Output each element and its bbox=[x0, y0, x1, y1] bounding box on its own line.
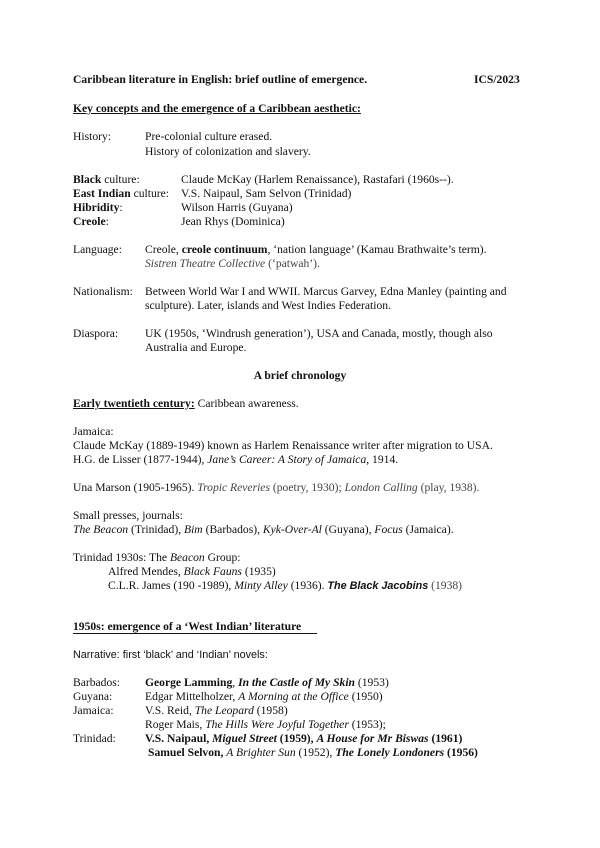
east-indian-culture-value: V.S. Naipaul, Sam Selvon (Trinidad) bbox=[181, 187, 352, 200]
language-line-1: Creole, creole continuum, ‘nation language’ (Kamau Brathwaite’s term). bbox=[145, 243, 487, 256]
creole-value: Jean Rhys (Dominica) bbox=[181, 215, 285, 228]
nationalism-line-2: sculpture). Later, islands and West Indies Federation. bbox=[145, 299, 391, 312]
mais-entry: Roger Mais, The Hills Were Joyful Together (1953); bbox=[145, 718, 386, 731]
selvon-entry: Samuel Selvon, A Brighter Sun (1952), The Lonely Londoners (1956) bbox=[148, 746, 478, 759]
mckay-line: Claude McKay (1889-1949) known as Harlem Renaissance writer after migration to USA. bbox=[73, 439, 493, 452]
document-title: Caribbean literature in English: brief outline of emergence. bbox=[73, 73, 368, 86]
hibridity-label: Hibridity: bbox=[73, 201, 123, 214]
barbados-entry: George Lamming, In the Castle of My Skin (1953) bbox=[145, 676, 389, 689]
black-culture-label: Black culture: bbox=[73, 173, 140, 186]
language-label: Language: bbox=[73, 243, 122, 256]
history-line-1: Pre-colonial culture erased. bbox=[145, 130, 273, 143]
barbados-label: Barbados: bbox=[73, 676, 121, 689]
nationalism-label: Nationalism: bbox=[73, 285, 133, 298]
guyana-label: Guyana: bbox=[73, 690, 113, 703]
jamaica-fifties-label: Jamaica: bbox=[73, 704, 114, 717]
jamaica-label: Jamaica: bbox=[73, 425, 114, 438]
mendes-line: Alfred Mendes, Black Fauns (1935) bbox=[108, 565, 276, 578]
fifties-heading: 1950s: emergence of a ‘West Indian’ literature bbox=[73, 620, 302, 633]
narrative-line: Narrative: first ‘black’ and ‘Indian’ novels: bbox=[73, 649, 268, 661]
diaspora-line-2: Australia and Europe. bbox=[145, 341, 247, 354]
guyana-entry: Edgar Mittelholzer, A Morning at the Office (1950) bbox=[145, 690, 383, 703]
presses-line: The Beacon (Trinidad), Bim (Barbados), Kyk-Over-Al (Guyana), Focus (Jamaica). bbox=[73, 523, 454, 536]
early-century-heading: Early twentieth century: Caribbean awareness. bbox=[73, 397, 299, 410]
reid-entry: V.S. Reid, The Leopard (1958) bbox=[145, 704, 288, 717]
black-culture-value: Claude McKay (Harlem Renaissance), Rastafari (1960s--). bbox=[181, 173, 454, 186]
key-concepts-heading: Key concepts and the emergence of a Caribbean aesthetic: bbox=[73, 102, 361, 115]
chronology-heading: A brief chronology bbox=[253, 369, 347, 382]
beacon-group-line: Trinidad 1930s: The Beacon Group: bbox=[73, 551, 241, 564]
hibridity-value: Wilson Harris (Guyana) bbox=[181, 201, 293, 214]
history-label: History: bbox=[73, 130, 112, 143]
nationalism-line-1: Between World War I and WWII. Marcus Garvey, Edna Manley (painting and bbox=[145, 285, 507, 298]
trinidad-label: Trinidad: bbox=[73, 732, 116, 745]
creole-label: Creole: bbox=[73, 215, 109, 228]
diaspora-label: Diaspora: bbox=[73, 327, 119, 340]
language-line-2: Sistren Theatre Collective (‘patwah’). bbox=[145, 257, 320, 270]
naipaul-entry: V.S. Naipaul, Miguel Street (1959), A House for Mr Biswas (1961) bbox=[145, 732, 463, 745]
document-code: ICS/2023 bbox=[474, 73, 520, 86]
lisser-line: H.G. de Lisser (1877-1944), Jane’s Career: A Story of Jamaica, 1914. bbox=[73, 453, 399, 466]
history-line-2: History of colonization and slavery. bbox=[145, 145, 311, 158]
east-indian-culture-label: East Indian culture: bbox=[73, 187, 169, 200]
james-line: C.L.R. James (190 -1989), Minty Alley (1936). The Black Jacobins (1938) bbox=[108, 579, 463, 592]
marson-line: Una Marson (1905-1965). Tropic Reveries (poetry, 1930); London Calling (play, 1938). bbox=[73, 481, 480, 494]
fifties-heading-underline bbox=[73, 633, 317, 634]
presses-label: Small presses, journals: bbox=[73, 509, 183, 522]
diaspora-line-1: UK (1950s, ‘Windrush generation’), USA and Canada, mostly, though also bbox=[145, 327, 493, 340]
